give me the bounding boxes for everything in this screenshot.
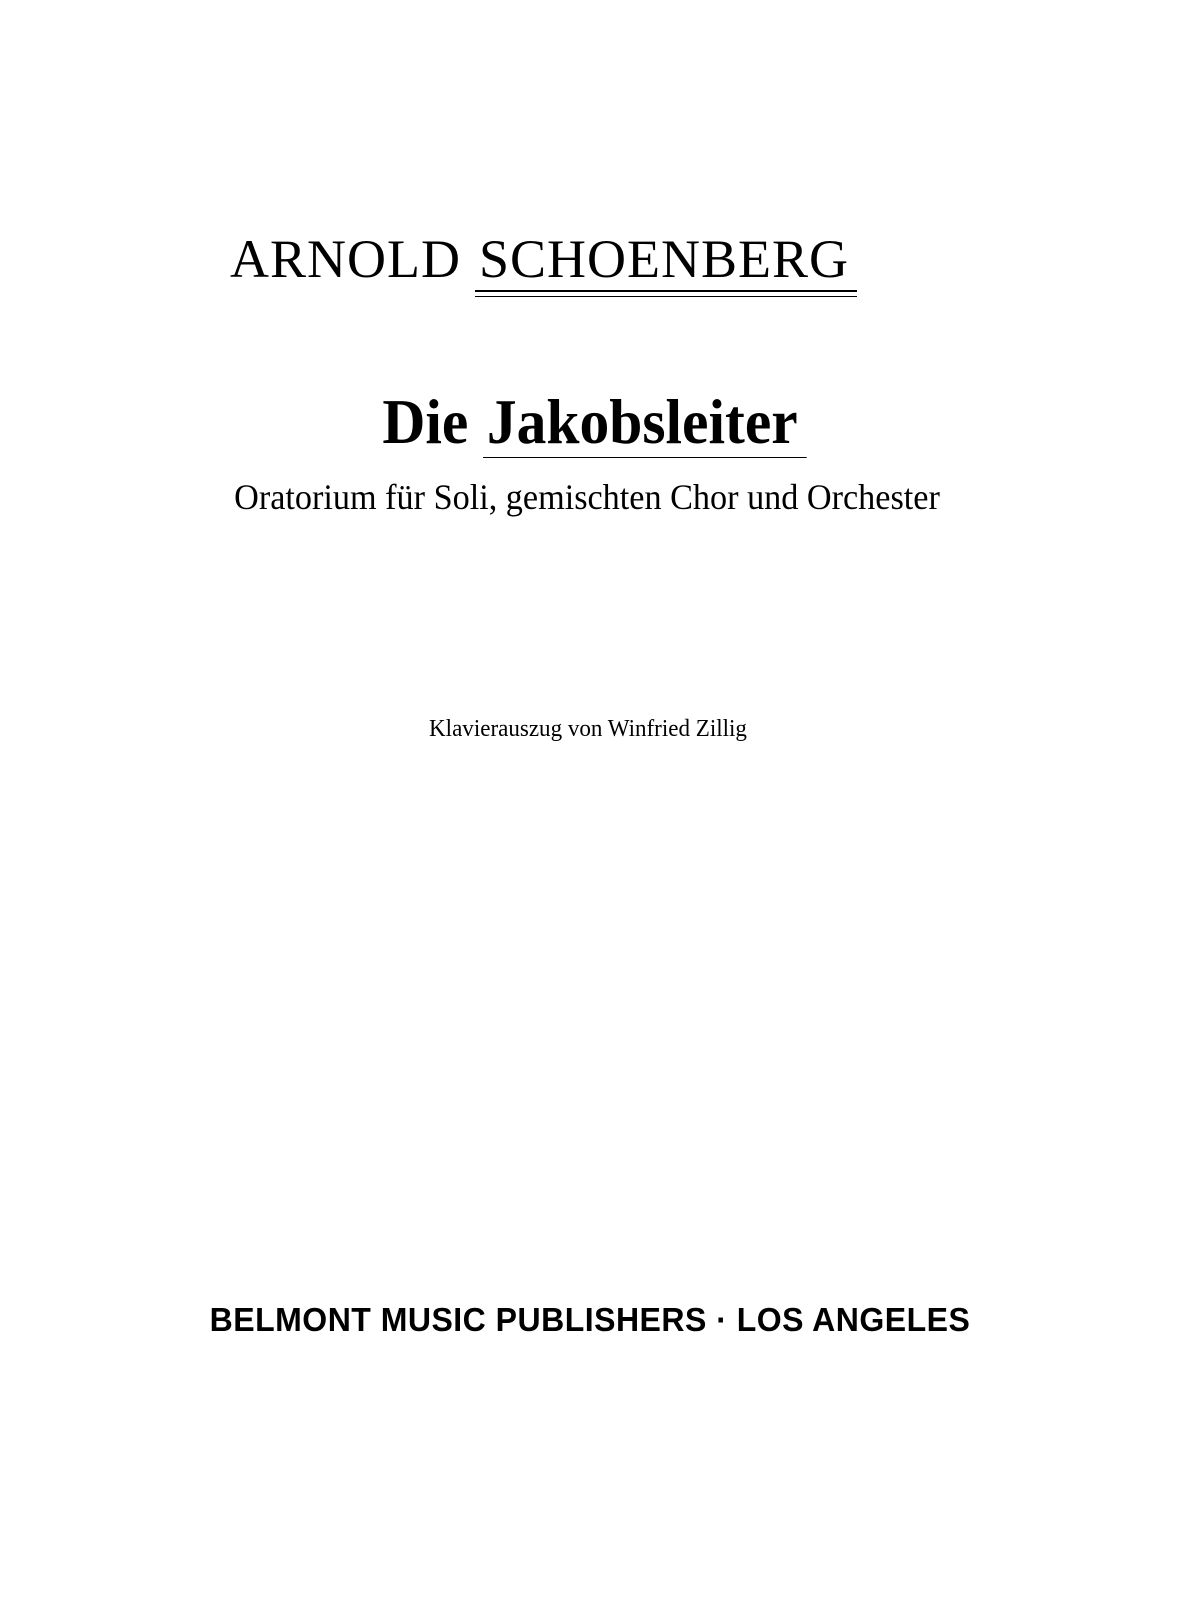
composer-name xyxy=(230,224,970,304)
composer-underline-thin xyxy=(475,296,857,297)
composer-first-name: ARNOLD xyxy=(230,229,461,289)
composer-last-name: SCHOENBERG xyxy=(479,229,850,289)
arranger-credit: Klavierauszug von Winfried Zillig xyxy=(429,716,747,742)
composer-last-name-wrapper xyxy=(479,224,849,294)
work-subtitle: Oratorium für Soli, gemischten Chor und Orchester xyxy=(234,477,940,517)
publisher-imprint: BELMONT MUSIC PUBLISHERS · LOS ANGELES xyxy=(209,1301,971,1338)
work-title xyxy=(32,382,1148,462)
work-title-second-word: Jakobsleiter xyxy=(486,386,798,457)
composer-underline xyxy=(475,290,857,292)
work-title-first-word: Die xyxy=(382,386,469,457)
title-underline xyxy=(483,457,807,458)
work-title-second-word-wrapper xyxy=(487,382,798,462)
